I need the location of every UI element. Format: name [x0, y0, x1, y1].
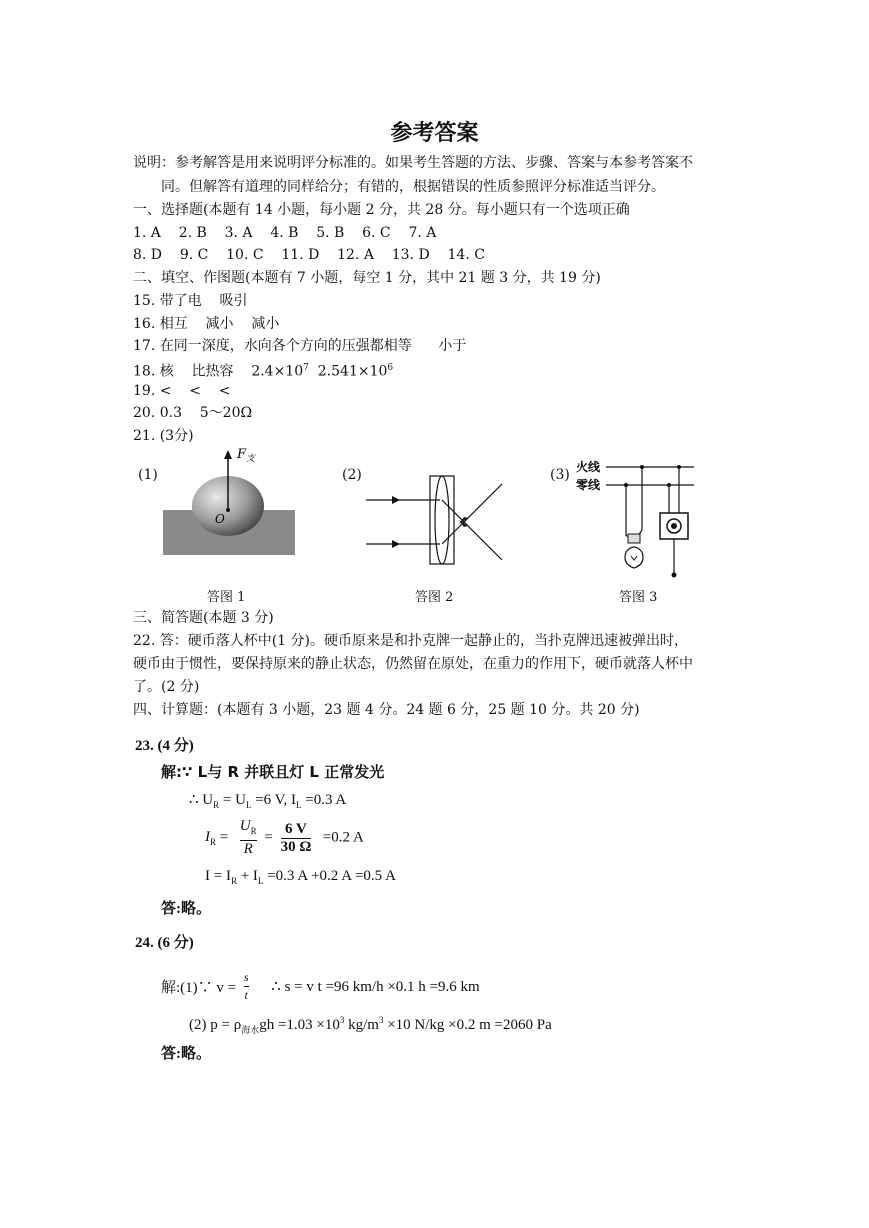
fig3-number: (3): [550, 467, 570, 483]
answer-21: 21. (3分): [133, 428, 194, 444]
fig1-caption: 答图 1: [207, 590, 246, 605]
answer-22-line-3: 了。(2 分): [133, 679, 200, 695]
page-title: 参考答案: [390, 121, 479, 146]
ray-arrow-top: [392, 496, 400, 504]
socket-icon: [660, 513, 688, 539]
ray-arrow-bottom: [392, 540, 400, 548]
section-1-answers-row-1: 1. A 2. B 3. A 4. B 5. B 6. C 7. A: [133, 225, 437, 241]
lens-box: [430, 476, 454, 564]
note-line-2: 同。但解答有道理的同样给分；有错的，根据错误的性质参照评分标准适当评分。: [161, 179, 665, 195]
answer-16: 16. 相互 减小 减小: [133, 316, 280, 332]
q24-answer: 答:略。: [161, 1046, 211, 1062]
q23-header: 23. (4 分): [135, 738, 194, 754]
figure-3-household-circuit: [576, 456, 706, 582]
point-o: [226, 508, 230, 512]
note-line-1: 说明：参考解答是用来说明评分标准的。如果考生答题的方法、步骤、答案与本参考答案不: [133, 155, 693, 171]
section-3-header: 三、简答题(本题 3 分): [133, 610, 274, 626]
q23-answer: 答:略。: [161, 901, 211, 917]
fraction-6v-over-30ohm: $\frac{6 V}{30 \Omega}$: [280, 820, 312, 855]
section-4-header: 四、计算题：(本题有 3 小题，23 题 4 分。24 题 6 分，25 题 10 分。共 20 分): [133, 702, 640, 718]
fig3-caption: 答图 3: [619, 590, 658, 605]
answer-17: 17. 在同一深度，水向各个方向的压强都相等 小于: [133, 338, 467, 354]
fig2-number: (2): [342, 467, 362, 483]
q23-line-3: $I = I_R + I_L =0.3$ A +0.2 A =0.5 A: [205, 868, 396, 886]
answer-20: 20. 0.3 5～20Ω: [133, 405, 253, 421]
section-1-header: 一、选择题(本题有 14 小题，每小题 2 分，共 28 分。每小题只有一个选项正确: [133, 202, 630, 218]
ground-point: [672, 573, 677, 578]
fraction-ur-over-r: $\frac{U_R}{R}$: [239, 818, 257, 857]
fig2-caption: 答图 2: [415, 590, 454, 605]
force-label: $F_支$: [237, 447, 256, 464]
refracted-ray-2: [442, 484, 502, 544]
q23-line-2: $I_R$ = $\frac{U_R}{R}$ = $\frac{6 V}{30 \Omega}$ =0.2 A: [205, 818, 364, 857]
q23-line-1: ∴ $U_R = U_L =6$ V, $I_L =0.3$ A: [189, 792, 347, 810]
figure-2-convex-lens: [360, 470, 510, 570]
q23-solution-intro: 解:∵ L与 R 并联且灯 L 正常发光: [161, 763, 385, 781]
fig1-number: (1): [138, 467, 158, 483]
q24-header: 24. (6 分): [135, 935, 194, 951]
answer-22-line-1: 22. 答：硬币落人杯中(1 分)。硬币原来是和扑克牌一起静止的，当扑克牌迅速被弹出时，: [133, 633, 688, 649]
point-label: O: [215, 512, 225, 526]
refracted-ray-1: [442, 500, 502, 560]
q24-line-2: (2) $p = \rho_{海水}gh =1.03 \times 10^3$ $kg/m^3 \times 10$ N/kg ×0.2 m =2060 Pa: [189, 1015, 552, 1035]
answer-22-line-2: 硬币由于惯性，要保持原来的静止状态，仍然留在原处，在重力的作用下，硬币就落人杯中: [133, 656, 693, 672]
neutral-wire-label: 零线: [576, 478, 601, 492]
arrow-head: [224, 450, 232, 459]
section-1-answers-row-2: 8. D 9. C 10. C 11. D 12. A 13. D 14. C: [133, 247, 485, 263]
fraction-s-over-t: $\frac{s}{t}$: [243, 970, 249, 1002]
convex-lens: [435, 476, 449, 564]
q24-line-1: 解:(1)∵ v = $\frac{s}{t}$ ∴ s = v t =96 km/h ×0.1 h =9.6 km: [161, 970, 480, 1002]
answer-19: 19. < < <: [133, 383, 231, 399]
bulb-icon: [625, 534, 643, 568]
live-wire-label: 火线: [576, 460, 601, 474]
section-2-header: 二、填空、作图题(本题有 7 小题，每空 1 分，其中 21 题 3 分，共 19 分): [133, 270, 601, 286]
answer-18: 18. 核 比热容 $2.4\times 10^7$ $2.541\times 10^6$: [133, 363, 394, 380]
figure-1-apple-support-force: [160, 446, 300, 558]
answer-15: 15. 带了电 吸引: [133, 293, 248, 309]
